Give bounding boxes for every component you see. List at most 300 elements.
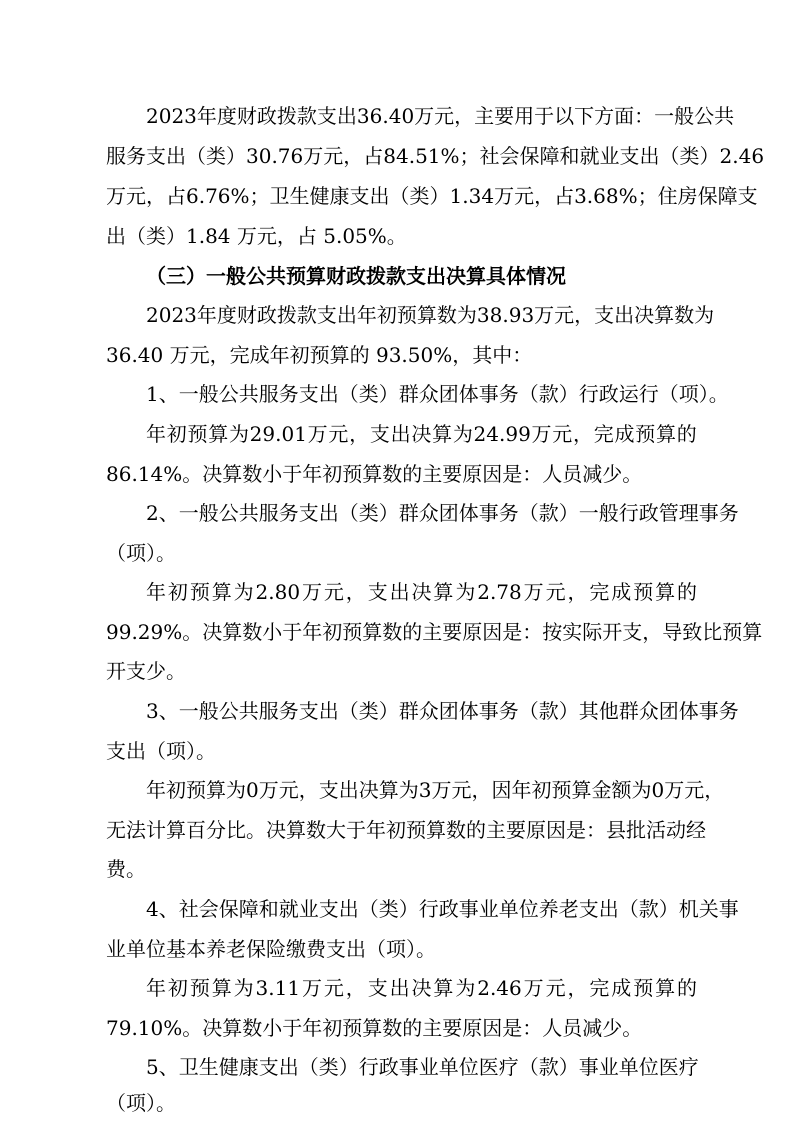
- text-glyph: 他: [598, 699, 619, 723]
- text-glyph: 百: [186, 818, 206, 842]
- text-glyph: 事: [398, 1055, 419, 1079]
- paragraph-line: 36.40 万元，完成年初预算的 93.50%，其中：: [106, 343, 533, 367]
- text-glyph: 关: [698, 897, 719, 921]
- text-glyph: 元: [278, 778, 299, 802]
- text-glyph: 算: [571, 778, 592, 802]
- text-glyph: 务: [498, 699, 519, 723]
- paragraph-line: [0, 421, 793, 447]
- text-glyph: 。: [246, 818, 266, 842]
- text-glyph: 算: [432, 422, 453, 446]
- text-glyph: 算: [211, 976, 232, 1000]
- text-glyph: 要: [442, 620, 463, 644]
- text-glyph: 实: [562, 620, 583, 644]
- text-glyph: 障: [717, 184, 738, 208]
- text-glyph: ，: [573, 422, 594, 446]
- text-glyph: 体: [678, 699, 699, 723]
- text-glyph: 理: [678, 501, 699, 525]
- text-glyph: 、: [158, 897, 179, 921]
- text-glyph: 6.76%: [186, 184, 250, 208]
- text-glyph: 批: [626, 818, 646, 842]
- paragraph-line: [0, 619, 793, 645]
- text-glyph: 万: [534, 303, 555, 327]
- text-glyph: 般: [198, 501, 219, 525]
- text-glyph: ）: [658, 897, 679, 921]
- text-glyph: 拨: [276, 104, 297, 128]
- text-glyph: 为: [455, 580, 476, 604]
- text-glyph: 年: [366, 818, 386, 842]
- text-glyph: ，: [574, 303, 595, 327]
- text-glyph: 成: [614, 422, 635, 446]
- text-glyph: 的: [402, 620, 423, 644]
- text-glyph: 万: [414, 104, 435, 128]
- text-glyph: 务: [498, 501, 519, 525]
- text-glyph: 3: [146, 699, 159, 723]
- text-glyph: 原: [462, 620, 483, 644]
- text-glyph: （: [618, 897, 639, 921]
- text-glyph: 万: [523, 976, 544, 1000]
- text-glyph: 保: [519, 144, 540, 168]
- text-glyph: 就: [278, 897, 299, 921]
- text-glyph: 决: [266, 818, 286, 842]
- text-glyph: 一: [178, 501, 199, 525]
- text-glyph: 行: [418, 897, 439, 921]
- text-glyph: 算: [433, 976, 454, 1000]
- text-glyph: 医: [478, 1055, 499, 1079]
- text-glyph: 众: [638, 699, 659, 723]
- text-glyph: 管: [658, 501, 679, 525]
- text-glyph: 于: [534, 104, 555, 128]
- text-glyph: 2023: [146, 104, 197, 128]
- item-title: [0, 698, 793, 724]
- text-glyph: 款: [296, 303, 317, 327]
- text-glyph: 类: [358, 699, 379, 723]
- text-glyph: 的: [677, 976, 697, 1000]
- text-glyph: 类: [358, 501, 379, 525]
- text-glyph: 数: [436, 303, 457, 327]
- text-glyph: 的: [676, 422, 697, 446]
- text-glyph: 康: [329, 184, 350, 208]
- text-glyph: 类: [409, 184, 430, 208]
- text-glyph: 元: [554, 303, 575, 327]
- text-glyph: 为: [631, 778, 652, 802]
- text-glyph: 年: [511, 778, 532, 802]
- text-glyph: 出: [598, 897, 619, 921]
- text-glyph: 行: [618, 501, 639, 525]
- text-glyph: 计: [146, 818, 166, 842]
- text-glyph: 24.99: [473, 422, 531, 446]
- text-glyph: 初: [376, 303, 397, 327]
- text-glyph: 拨: [276, 303, 297, 327]
- text-glyph: ）: [558, 501, 579, 525]
- text-glyph: 以: [554, 104, 575, 128]
- text-glyph: 完: [589, 580, 610, 604]
- text-glyph: 预: [722, 620, 743, 644]
- text-glyph: 共: [238, 699, 259, 723]
- text-glyph: ，: [343, 144, 364, 168]
- text-glyph: ：: [522, 620, 543, 644]
- text-glyph: ：: [586, 818, 606, 842]
- text-glyph: 卫: [269, 184, 290, 208]
- text-glyph: 障: [238, 897, 259, 921]
- text-glyph: 为: [233, 580, 254, 604]
- text-glyph: 算: [208, 422, 229, 446]
- text-glyph: 医: [658, 1055, 679, 1079]
- text-glyph: 支: [578, 897, 599, 921]
- text-glyph: 算: [286, 818, 306, 842]
- text-glyph: 经: [686, 818, 706, 842]
- text-glyph: 预: [186, 778, 206, 802]
- text-glyph: 初: [166, 422, 187, 446]
- text-glyph: 决: [411, 422, 432, 446]
- text-glyph: 出: [318, 501, 339, 525]
- text-glyph: 预: [396, 303, 417, 327]
- text-glyph: 共: [714, 104, 735, 128]
- text-glyph: 出: [390, 422, 411, 446]
- text-glyph: 比: [226, 818, 246, 842]
- text-glyph: 共: [238, 501, 259, 525]
- text-glyph: 事: [578, 1055, 599, 1079]
- text-glyph: 支: [367, 580, 388, 604]
- text-glyph: 预: [189, 580, 210, 604]
- text-glyph: ）: [378, 501, 399, 525]
- text-glyph: 算: [378, 778, 399, 802]
- text-glyph: 务: [718, 501, 739, 525]
- text-glyph: 会: [499, 144, 520, 168]
- text-glyph: 3: [418, 778, 432, 802]
- text-glyph: 政: [256, 303, 277, 327]
- text-glyph: 因: [482, 620, 503, 644]
- item-title: （项）。: [106, 541, 176, 565]
- text-glyph: 疗: [498, 1055, 519, 1079]
- text-glyph: 务: [126, 144, 146, 168]
- item-title: [0, 896, 793, 922]
- text-glyph: 3.11: [255, 976, 301, 1000]
- text-glyph: 单: [498, 897, 519, 921]
- text-glyph: ，: [454, 104, 475, 128]
- text-glyph: （: [518, 1055, 539, 1079]
- text-glyph: 政: [378, 1055, 399, 1079]
- paragraph-line: [0, 817, 793, 843]
- text-glyph: ，: [534, 184, 555, 208]
- text-glyph: 众: [418, 501, 439, 525]
- text-glyph: 初: [167, 580, 188, 604]
- text-glyph: 一: [654, 104, 675, 128]
- text-glyph: 和: [559, 144, 580, 168]
- text-glyph: 年: [356, 303, 377, 327]
- text-glyph: 4: [146, 897, 159, 921]
- text-glyph: 主: [486, 818, 506, 842]
- text-glyph: （: [659, 144, 680, 168]
- text-glyph: 小: [262, 620, 283, 644]
- text-glyph: 数: [242, 620, 263, 644]
- text-glyph: 县: [606, 818, 626, 842]
- text-glyph: 团: [438, 699, 459, 723]
- item-title: [0, 1054, 793, 1080]
- text-glyph: 2.78: [477, 580, 522, 604]
- text-glyph: 完: [589, 976, 610, 1000]
- text-glyph: 机: [678, 897, 699, 921]
- text-glyph: 出: [336, 303, 357, 327]
- text-glyph: 元: [328, 422, 349, 446]
- text-glyph: 支: [622, 620, 643, 644]
- text-glyph: 为: [398, 778, 419, 802]
- text-glyph: 万: [301, 580, 322, 604]
- text-glyph: ）: [226, 144, 246, 168]
- text-glyph: ，: [345, 580, 366, 604]
- text-glyph: 万: [523, 580, 544, 604]
- text-glyph: 支: [594, 303, 615, 327]
- text-glyph: （: [389, 184, 410, 208]
- text-glyph: 。: [182, 620, 203, 644]
- text-glyph: 养: [538, 897, 559, 921]
- text-glyph: 业: [298, 897, 319, 921]
- text-glyph: 元: [451, 778, 472, 802]
- text-glyph: 行: [358, 1055, 379, 1079]
- text-glyph: 2.46: [477, 976, 522, 1000]
- text-glyph: 为: [452, 422, 473, 446]
- text-glyph: 事: [458, 897, 479, 921]
- text-glyph: 5: [146, 1055, 159, 1079]
- text-glyph: 公: [218, 699, 239, 723]
- text-glyph: 事: [698, 501, 719, 525]
- text-glyph: 万: [258, 778, 279, 802]
- text-glyph: 为: [456, 303, 477, 327]
- text-glyph: 元: [684, 778, 705, 802]
- text-glyph: 会: [198, 897, 219, 921]
- text-glyph: 元: [545, 580, 566, 604]
- text-glyph: ，: [471, 778, 492, 802]
- text-glyph: 原: [526, 818, 546, 842]
- text-glyph: 法: [126, 818, 146, 842]
- text-glyph: 年: [146, 580, 166, 604]
- text-glyph: 财: [236, 104, 257, 128]
- text-glyph: 预: [551, 778, 572, 802]
- text-glyph: 公: [694, 104, 715, 128]
- text-glyph: （: [518, 501, 539, 525]
- text-glyph: 2.80: [255, 580, 301, 604]
- text-glyph: 支: [369, 422, 390, 446]
- text-glyph: 业: [598, 1055, 619, 1079]
- text-glyph: 决: [202, 620, 223, 644]
- text-glyph: 业: [478, 897, 499, 921]
- text-glyph: 健: [218, 1055, 239, 1079]
- text-glyph: 年: [146, 976, 166, 1000]
- text-glyph: 款: [638, 897, 659, 921]
- text-glyph: 年: [196, 104, 217, 128]
- text-glyph: 30.76: [246, 144, 304, 168]
- text-glyph: 政: [638, 501, 659, 525]
- text-glyph: 38.93: [476, 303, 535, 327]
- text-glyph: 社: [178, 897, 199, 921]
- text-glyph: ）: [338, 1055, 359, 1079]
- text-glyph: 元: [126, 184, 146, 208]
- text-glyph: 万: [106, 184, 126, 208]
- text-glyph: 支: [349, 184, 370, 208]
- text-glyph: ，: [704, 778, 725, 802]
- text-glyph: 因: [546, 818, 566, 842]
- text-glyph: 款: [538, 1055, 559, 1079]
- text-glyph: 分: [206, 818, 226, 842]
- text-glyph: 预: [189, 976, 210, 1000]
- paragraph-line: 出（类）1.84 万元，占 5.05%。: [106, 224, 407, 248]
- text-glyph: 成: [611, 580, 632, 604]
- text-glyph: 事: [478, 699, 499, 723]
- text-glyph: 款: [538, 699, 559, 723]
- text-glyph: 年: [196, 303, 217, 327]
- text-glyph: 支: [737, 184, 758, 208]
- text-glyph: 业: [599, 144, 620, 168]
- text-glyph: 算: [742, 620, 763, 644]
- text-glyph: ）: [699, 144, 720, 168]
- text-glyph: 服: [106, 144, 126, 168]
- text-glyph: 初: [322, 620, 343, 644]
- text-glyph: 为: [455, 976, 476, 1000]
- text-glyph: 数: [446, 818, 466, 842]
- text-glyph: 支: [316, 303, 337, 327]
- text-glyph: ；: [459, 144, 480, 168]
- text-glyph: ）: [558, 1055, 579, 1079]
- text-glyph: 支: [367, 976, 388, 1000]
- text-glyph: 服: [258, 699, 279, 723]
- text-glyph: 用: [514, 104, 535, 128]
- text-glyph: 因: [491, 778, 512, 802]
- text-glyph: 大: [326, 818, 346, 842]
- text-glyph: 就: [579, 144, 600, 168]
- text-glyph: 社: [479, 144, 500, 168]
- text-glyph: 2023: [146, 303, 197, 327]
- text-glyph: 为: [226, 778, 246, 802]
- text-glyph: （: [518, 699, 539, 723]
- text-glyph: 出: [336, 104, 357, 128]
- text-glyph: 1.34: [449, 184, 495, 208]
- text-glyph: ；: [637, 184, 658, 208]
- text-glyph: 元: [323, 580, 344, 604]
- text-glyph: 预: [342, 620, 363, 644]
- text-glyph: 生: [198, 1055, 219, 1079]
- text-glyph: 算: [655, 422, 676, 446]
- text-glyph: 出: [639, 144, 660, 168]
- text-glyph: 致: [682, 620, 703, 644]
- text-glyph: 算: [654, 303, 675, 327]
- text-glyph: 般: [674, 104, 695, 128]
- text-glyph: 0: [651, 778, 665, 802]
- text-glyph: 支: [316, 104, 337, 128]
- text-glyph: ，: [567, 976, 588, 1000]
- text-glyph: 决: [411, 580, 432, 604]
- paragraph-line: 79.10%。决算数小于年初预算数的主要原因是：人员减少。: [106, 1016, 643, 1040]
- paragraph-line: [0, 579, 793, 605]
- text-glyph: 般: [198, 699, 219, 723]
- text-glyph: 康: [238, 1055, 259, 1079]
- text-glyph: 般: [598, 501, 619, 525]
- paragraph-line: [0, 103, 793, 129]
- text-glyph: 保: [697, 184, 718, 208]
- text-glyph: 的: [677, 580, 697, 604]
- text-glyph: 元: [434, 104, 455, 128]
- text-glyph: 元: [514, 184, 535, 208]
- text-glyph: ）: [378, 699, 399, 723]
- text-glyph: 度: [216, 303, 237, 327]
- text-glyph: 群: [618, 699, 639, 723]
- text-glyph: （: [338, 699, 359, 723]
- text-glyph: 算: [426, 818, 446, 842]
- text-glyph: ）: [398, 897, 419, 921]
- paragraph-line: 开支少。: [106, 659, 186, 683]
- item-title: [0, 500, 793, 526]
- text-glyph: 住: [657, 184, 678, 208]
- item-title: 支出（项）。: [106, 739, 216, 763]
- text-glyph: 决: [634, 303, 655, 327]
- text-glyph: 出: [278, 1055, 299, 1079]
- text-glyph: 主: [474, 104, 495, 128]
- text-glyph: 决: [411, 976, 432, 1000]
- text-glyph: 障: [539, 144, 560, 168]
- text-glyph: 单: [438, 1055, 459, 1079]
- text-glyph: 服: [258, 501, 279, 525]
- text-glyph: 万: [531, 422, 552, 446]
- text-glyph: 万: [494, 184, 515, 208]
- text-glyph: 支: [318, 897, 339, 921]
- text-glyph: 无: [106, 818, 126, 842]
- text-glyph: 面: [614, 104, 635, 128]
- text-glyph: 位: [638, 1055, 659, 1079]
- text-glyph: 比: [702, 620, 723, 644]
- text-glyph: 款: [538, 501, 559, 525]
- text-glyph: 元: [552, 422, 573, 446]
- text-glyph: 一: [178, 699, 199, 723]
- text-glyph: 为: [694, 303, 715, 327]
- text-glyph: 是: [502, 620, 523, 644]
- text-glyph: 众: [418, 699, 439, 723]
- text-glyph: 政: [438, 897, 459, 921]
- text-glyph: 于: [346, 818, 366, 842]
- section-heading: （三）一般公共预算财政拨款支出决算具体情况: [146, 264, 566, 288]
- text-glyph: 成: [611, 976, 632, 1000]
- text-glyph: ，: [642, 620, 663, 644]
- text-glyph: 保: [218, 897, 239, 921]
- text-glyph: 、: [158, 699, 179, 723]
- text-glyph: 2.46: [719, 144, 765, 168]
- text-glyph: （: [298, 1055, 319, 1079]
- text-glyph: 算: [416, 303, 437, 327]
- text-glyph: 群: [398, 501, 419, 525]
- text-glyph: 预: [633, 580, 654, 604]
- text-glyph: 一: [578, 501, 599, 525]
- text-glyph: 主: [422, 620, 443, 644]
- text-glyph: 占: [363, 144, 384, 168]
- text-glyph: 万: [307, 422, 328, 446]
- text-glyph: 算: [222, 620, 243, 644]
- text-glyph: 财: [236, 303, 257, 327]
- text-glyph: 位: [518, 897, 539, 921]
- text-glyph: 支: [298, 699, 319, 723]
- text-glyph: 84.51%: [383, 144, 460, 168]
- text-glyph: 占: [166, 184, 186, 208]
- paragraph-line: [0, 143, 793, 169]
- text-glyph: 出: [389, 580, 410, 604]
- text-glyph: 类: [378, 897, 399, 921]
- text-glyph: （: [358, 897, 379, 921]
- text-glyph: 业: [418, 1055, 439, 1079]
- text-glyph: 要: [506, 818, 526, 842]
- text-glyph: 群: [398, 699, 419, 723]
- text-glyph: 算: [362, 620, 383, 644]
- text-glyph: 、: [158, 501, 179, 525]
- text-glyph: 金: [591, 778, 612, 802]
- text-glyph: 其: [578, 699, 599, 723]
- text-glyph: 下: [574, 104, 595, 128]
- text-glyph: 出: [389, 976, 410, 1000]
